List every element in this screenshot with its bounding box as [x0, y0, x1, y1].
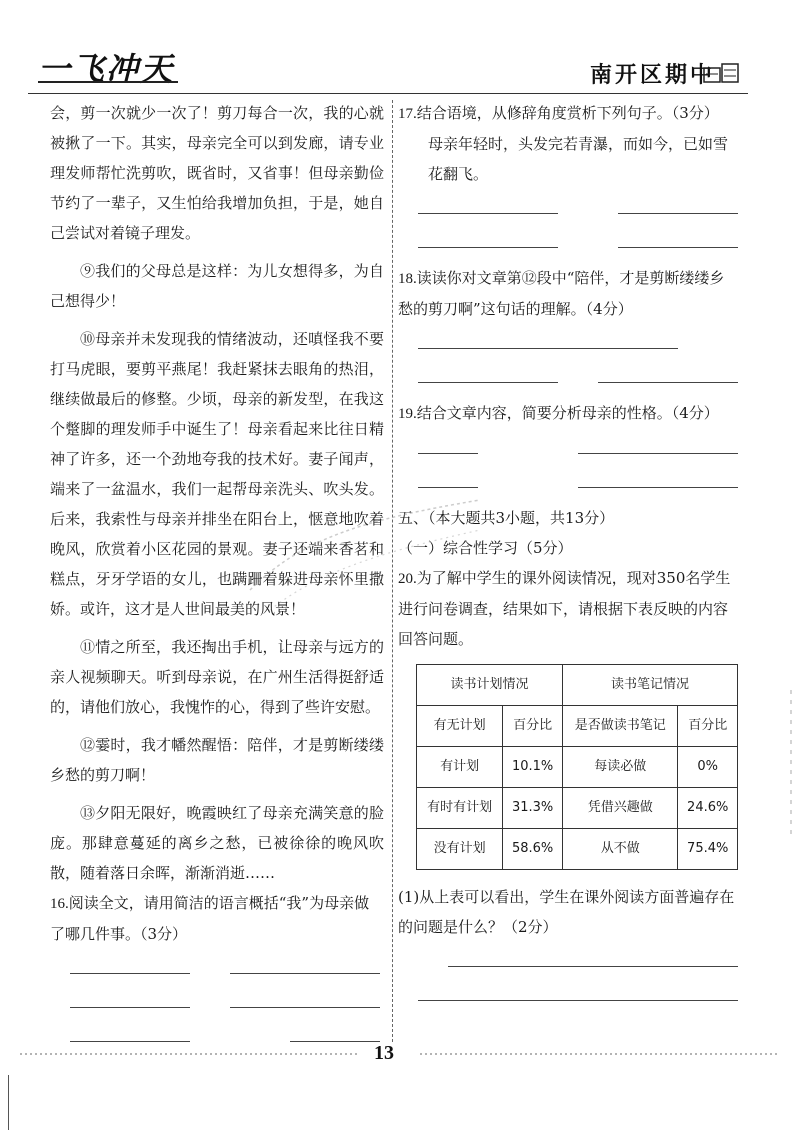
answer-line[interactable]	[398, 942, 738, 976]
question-16-number: 16.	[50, 896, 69, 912]
table-row	[417, 829, 738, 870]
table-cell: 31.3%	[503, 788, 563, 829]
margin-dots	[790, 690, 792, 840]
paragraph-10: ⑩母亲并未发现我的情绪波动，还嗔怪我不要打马虎眼，要剪平燕尾！我赶紧抹去眼角的热泪，继续做最后的修整。少顷，母亲的新发型，在我这个蹩脚的理发师手中诞生了！母亲看起来比往日精神了许多，还一个劲地夸我的技术好。妻子闻声，端来了一盆温水，我们一起帮母亲洗头、吹头发。后来，我索性与母亲并排坐在阳台上，惬意地吹着晚风，欣赏着小区花园的景观。妻子还端来香茗和糕点，牙牙学语的女儿，也蹒跚着躲进母亲怀里撒娇。或许，这才是人世间最美的风景！	[50, 330, 384, 618]
table-group-header: 读书笔记情况	[563, 665, 738, 706]
answer-line[interactable]	[398, 189, 738, 223]
left-column	[50, 98, 384, 1051]
exam-tag: 南开区期中	[590, 62, 716, 88]
table-cell: 有计划	[417, 747, 503, 788]
question-18-number: 18.	[398, 271, 417, 287]
table-col-header: 百分比	[503, 706, 563, 747]
table-col-header: 是否做读书笔记	[563, 706, 678, 747]
table-col-header: 有无计划	[417, 706, 503, 747]
answer-line[interactable]	[50, 983, 384, 1017]
question-17-text: 结合语境，从修辞角度赏析下列句子。（3分）	[416, 104, 719, 122]
answer-line[interactable]	[398, 429, 738, 463]
section-5-title: 五、（本大题共3小题，共13分）	[398, 509, 615, 527]
right-column	[398, 98, 738, 1010]
table-cell: 凭借兴趣做	[563, 788, 678, 829]
answer-line[interactable]	[398, 358, 738, 392]
answer-line[interactable]	[398, 324, 738, 358]
brand-title: 一飞冲天	[38, 50, 175, 88]
footer-decoration	[20, 1044, 780, 1064]
table-group-header: 读书计划情况	[417, 665, 563, 706]
question-19	[398, 398, 738, 429]
table-row	[417, 747, 738, 788]
section-5-subtitle: （一）综合性学习（5分）	[398, 539, 573, 557]
question-19-text: 结合文章内容，简要分析母亲的性格。（4分）	[416, 404, 719, 422]
brand-underline-decoration	[38, 80, 178, 84]
answer-line[interactable]	[50, 949, 384, 983]
question-20-text: 为了解中学生的课外阅读情况，现对350名学生进行问卷调查，结果如下，请根据下表反映的内容回答问题。	[398, 569, 731, 648]
question-20-1: (1)从上表可以看出，学生在课外阅读方面普遍存在的问题是什么？（2分）	[398, 888, 735, 936]
table-header-row	[417, 665, 738, 706]
question-17	[398, 98, 738, 129]
question-17-number: 17.	[398, 106, 417, 122]
table-cell: 0%	[678, 747, 738, 788]
paragraph-12: ⑫霎时，我才幡然醒悟：陪伴，才是剪断缕缕乡愁的剪刀啊！	[50, 736, 384, 784]
paragraph-13: ⑬夕阳无限好，晚霞映红了母亲充满笑意的脸庞。那肆意蔓延的离乡之愁，已被徐徐的晚风吹散，随着落日余晖，渐渐消逝……	[50, 804, 384, 882]
table-cell: 从不做	[563, 829, 678, 870]
answer-line[interactable]	[398, 463, 738, 497]
reading-survey-table	[416, 664, 738, 870]
question-19-number: 19.	[398, 406, 417, 422]
question-18	[398, 263, 738, 324]
header-rule	[28, 93, 748, 94]
paragraph-11: ⑪情之所至，我还掏出手机，让母亲与远方的亲人视频聊天。听到母亲说，在广州生活得挺舒适的，请他们放心，我愧怍的心，得到了些许安慰。	[50, 638, 384, 716]
table-cell: 没有计划	[417, 829, 503, 870]
question-16-text: 阅读全文，请用简洁的语言概括“我”为母亲做了哪几件事。（3分）	[50, 894, 370, 943]
table-row	[417, 788, 738, 829]
paragraph-8-end: 会，剪一次就少一次了！剪刀每合一次，我的心就被揪了一下。其实，母亲完全可以到发廊，请专业理发师帮忙洗剪吹，既省时，又省事！但母亲勤俭节约了一辈子，又生怕给我增加负担，于是，她自己尝试对着镜子理发。	[50, 104, 384, 242]
table-cell: 75.4%	[678, 829, 738, 870]
table-header-row	[417, 706, 738, 747]
table-cell: 10.1%	[503, 747, 563, 788]
table-cell: 24.6%	[678, 788, 738, 829]
question-20	[398, 563, 738, 654]
table-cell: 每读必做	[563, 747, 678, 788]
paragraph-9: ⑨我们的父母总是这样：为儿女想得多，为自己想得少！	[50, 262, 384, 310]
question-20-number: 20.	[398, 571, 417, 587]
tag-decoration-icon	[702, 60, 742, 86]
question-17-quote: 母亲年轻时，头发完若青瀑，而如今，已如雪花翻飞。	[428, 135, 729, 183]
table-col-header: 百分比	[678, 706, 738, 747]
answer-line[interactable]	[398, 976, 738, 1010]
answer-line[interactable]	[398, 223, 738, 257]
table-cell: 58.6%	[503, 829, 563, 870]
margin-mark	[8, 1075, 9, 1130]
table-cell: 有时有计划	[417, 788, 503, 829]
page-number: 13	[374, 1042, 394, 1064]
question-16	[50, 888, 384, 949]
question-18-text: 读读你对文章第⑫段中“陪伴，才是剪断缕缕乡愁的剪刀啊”这句话的理解。（4分）	[398, 269, 725, 318]
column-divider	[392, 100, 393, 1042]
page-header	[0, 0, 800, 96]
